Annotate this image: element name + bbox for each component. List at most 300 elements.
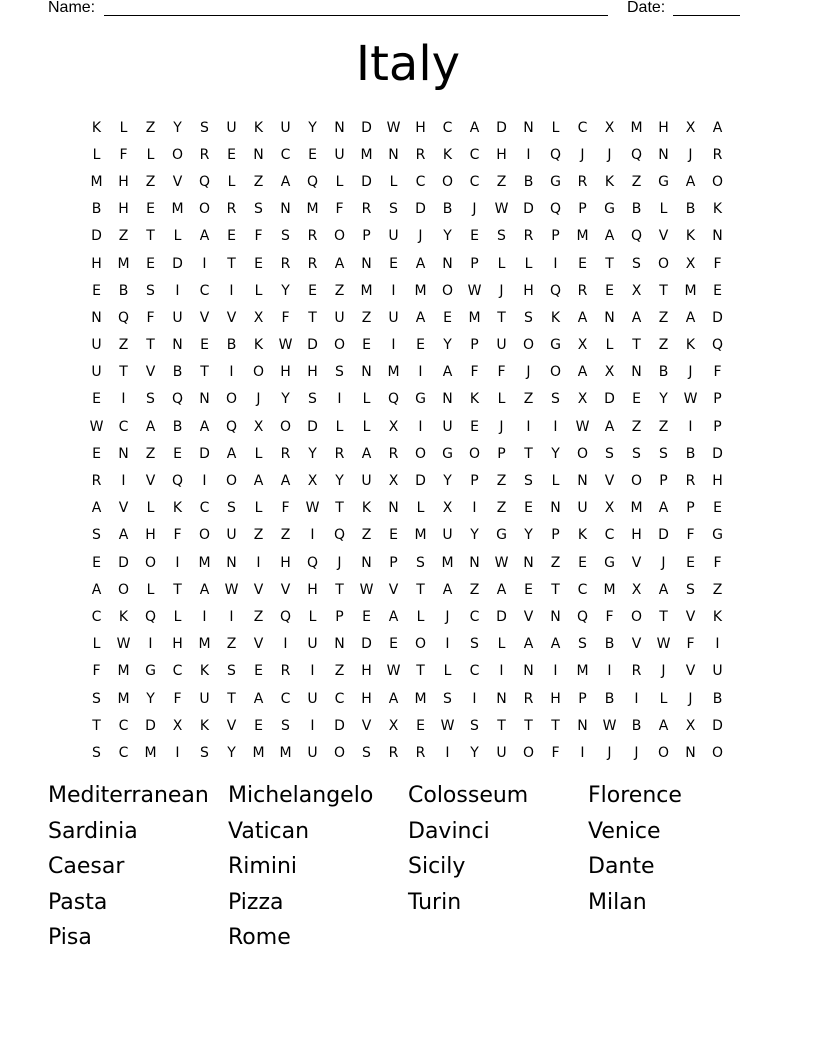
grid-letter[interactable]: D bbox=[145, 717, 156, 734]
grid-letter[interactable]: M bbox=[576, 228, 589, 245]
grid-letter[interactable]: E bbox=[308, 282, 317, 299]
grid-letter[interactable]: S bbox=[389, 201, 398, 218]
grid-letter[interactable]: E bbox=[146, 255, 155, 272]
grid-letter[interactable]: L bbox=[92, 636, 101, 653]
grid-letter[interactable]: Q bbox=[630, 228, 643, 245]
grid-letter[interactable]: M bbox=[441, 554, 454, 571]
grid-letter[interactable]: U bbox=[712, 663, 723, 680]
grid-letter[interactable]: G bbox=[712, 527, 723, 544]
grid-letter[interactable]: I bbox=[418, 364, 423, 381]
grid-letter[interactable]: U bbox=[388, 228, 399, 245]
grid-letter[interactable]: S bbox=[308, 391, 317, 408]
grid-letter[interactable]: S bbox=[551, 391, 560, 408]
grid-letter[interactable]: E bbox=[605, 282, 614, 299]
grid-letter[interactable]: Z bbox=[496, 473, 507, 490]
grid-letter[interactable]: E bbox=[92, 554, 101, 571]
grid-letter[interactable]: H bbox=[118, 173, 129, 190]
grid-letter[interactable]: X bbox=[604, 119, 615, 136]
grid-letter[interactable]: L bbox=[497, 636, 506, 653]
grid-letter[interactable]: E bbox=[524, 581, 533, 598]
grid-letter[interactable]: N bbox=[253, 146, 264, 163]
grid-letter[interactable]: C bbox=[469, 608, 480, 625]
grid-letter[interactable]: O bbox=[414, 445, 427, 462]
grid-letter[interactable]: U bbox=[280, 119, 291, 136]
grid-letter[interactable]: A bbox=[604, 418, 615, 435]
grid-letter[interactable]: I bbox=[310, 527, 315, 544]
grid-letter[interactable]: I bbox=[175, 282, 180, 299]
grid-letter[interactable]: M bbox=[90, 173, 103, 190]
grid-letter[interactable]: O bbox=[549, 364, 562, 381]
grid-letter[interactable]: F bbox=[605, 608, 614, 625]
grid-letter[interactable]: A bbox=[550, 636, 561, 653]
grid-letter[interactable]: U bbox=[199, 690, 210, 707]
grid-letter[interactable]: J bbox=[688, 146, 693, 163]
grid-letter[interactable]: M bbox=[306, 201, 319, 218]
grid-letter[interactable]: B bbox=[172, 418, 183, 435]
grid-letter[interactable]: D bbox=[361, 173, 372, 190]
grid-letter[interactable]: C bbox=[199, 282, 210, 299]
grid-letter[interactable]: X bbox=[388, 473, 399, 490]
grid-letter[interactable]: A bbox=[334, 255, 345, 272]
grid-letter[interactable]: A bbox=[118, 527, 129, 544]
grid-letter[interactable]: E bbox=[146, 201, 155, 218]
grid-letter[interactable]: S bbox=[146, 391, 155, 408]
grid-letter[interactable]: T bbox=[335, 500, 344, 517]
grid-letter[interactable]: M bbox=[144, 744, 157, 761]
grid-letter[interactable]: K bbox=[712, 201, 723, 218]
grid-letter[interactable]: D bbox=[307, 418, 318, 435]
grid-letter[interactable]: Q bbox=[279, 608, 292, 625]
grid-letter[interactable]: D bbox=[496, 608, 507, 625]
grid-letter[interactable]: A bbox=[199, 418, 210, 435]
grid-letter[interactable]: N bbox=[361, 364, 372, 381]
grid-letter[interactable]: Y bbox=[173, 119, 182, 136]
grid-letter[interactable]: D bbox=[415, 201, 426, 218]
grid-letter[interactable]: G bbox=[442, 445, 453, 462]
grid-letter[interactable]: L bbox=[362, 418, 371, 435]
grid-letter[interactable]: L bbox=[443, 663, 452, 680]
grid-letter[interactable]: A bbox=[415, 309, 426, 326]
grid-letter[interactable]: N bbox=[334, 119, 345, 136]
grid-letter[interactable]: N bbox=[388, 500, 399, 517]
grid-letter[interactable]: G bbox=[145, 663, 156, 680]
grid-letter[interactable]: U bbox=[307, 690, 318, 707]
grid-letter[interactable]: T bbox=[605, 255, 614, 272]
grid-letter[interactable]: W bbox=[116, 636, 131, 653]
grid-letter[interactable]: O bbox=[198, 201, 211, 218]
grid-letter[interactable]: Q bbox=[306, 554, 319, 571]
grid-letter[interactable]: V bbox=[685, 663, 696, 680]
grid-letter[interactable]: L bbox=[524, 255, 533, 272]
grid-letter[interactable]: M bbox=[198, 554, 211, 571]
grid-letter[interactable]: F bbox=[713, 364, 722, 381]
grid-letter[interactable]: U bbox=[91, 337, 102, 354]
grid-letter[interactable]: P bbox=[713, 418, 722, 435]
grid-letter[interactable]: K bbox=[199, 663, 210, 680]
grid-letter[interactable]: D bbox=[118, 554, 129, 571]
grid-letter[interactable]: R bbox=[199, 146, 210, 163]
grid-letter[interactable]: N bbox=[199, 391, 210, 408]
grid-letter[interactable]: L bbox=[659, 201, 668, 218]
grid-letter[interactable]: B bbox=[604, 690, 615, 707]
grid-letter[interactable]: K bbox=[91, 119, 102, 136]
grid-letter[interactable]: S bbox=[281, 717, 290, 734]
grid-letter[interactable]: Z bbox=[334, 663, 345, 680]
grid-letter[interactable]: A bbox=[523, 636, 534, 653]
grid-letter[interactable]: A bbox=[658, 717, 669, 734]
grid-letter[interactable]: A bbox=[442, 364, 453, 381]
grid-letter[interactable]: Y bbox=[443, 473, 452, 490]
grid-letter[interactable]: G bbox=[658, 173, 669, 190]
grid-letter[interactable]: S bbox=[578, 636, 587, 653]
grid-letter[interactable]: E bbox=[389, 255, 398, 272]
grid-letter[interactable]: I bbox=[553, 663, 558, 680]
grid-letter[interactable]: D bbox=[199, 445, 210, 462]
grid-letter[interactable]: O bbox=[144, 554, 157, 571]
grid-letter[interactable]: Z bbox=[145, 173, 156, 190]
grid-letter[interactable]: J bbox=[337, 554, 342, 571]
grid-letter[interactable]: W bbox=[305, 500, 320, 517]
grid-letter[interactable]: F bbox=[173, 527, 182, 544]
grid-letter[interactable]: N bbox=[577, 473, 588, 490]
grid-letter[interactable]: S bbox=[524, 473, 533, 490]
grid-letter[interactable]: L bbox=[335, 173, 344, 190]
grid-letter[interactable]: P bbox=[470, 337, 479, 354]
grid-letter[interactable]: I bbox=[310, 663, 315, 680]
grid-letter[interactable]: N bbox=[523, 554, 534, 571]
grid-letter[interactable]: D bbox=[415, 473, 426, 490]
grid-letter[interactable]: T bbox=[524, 717, 533, 734]
grid-letter[interactable]: V bbox=[253, 581, 264, 598]
grid-letter[interactable]: I bbox=[202, 608, 207, 625]
grid-letter[interactable]: I bbox=[283, 636, 288, 653]
grid-letter[interactable]: Z bbox=[118, 228, 129, 245]
grid-letter[interactable]: I bbox=[229, 282, 234, 299]
grid-letter[interactable]: W bbox=[386, 663, 401, 680]
grid-letter[interactable]: I bbox=[337, 391, 342, 408]
grid-letter[interactable]: Z bbox=[253, 608, 264, 625]
grid-letter[interactable]: A bbox=[145, 418, 156, 435]
grid-letter[interactable]: B bbox=[523, 173, 534, 190]
grid-letter[interactable]: M bbox=[360, 282, 373, 299]
grid-letter[interactable]: L bbox=[254, 500, 263, 517]
grid-letter[interactable]: R bbox=[577, 282, 588, 299]
grid-letter[interactable]: P bbox=[362, 228, 371, 245]
grid-letter[interactable]: G bbox=[550, 173, 561, 190]
grid-letter[interactable]: B bbox=[91, 201, 102, 218]
grid-letter[interactable]: O bbox=[117, 581, 130, 598]
grid-letter[interactable]: P bbox=[497, 445, 506, 462]
grid-letter[interactable]: S bbox=[92, 527, 101, 544]
grid-letter[interactable]: I bbox=[310, 717, 315, 734]
grid-letter[interactable]: Q bbox=[711, 337, 724, 354]
grid-letter[interactable]: W bbox=[467, 282, 482, 299]
grid-letter[interactable]: T bbox=[632, 337, 641, 354]
grid-letter[interactable]: Y bbox=[659, 391, 668, 408]
grid-letter[interactable]: O bbox=[333, 744, 346, 761]
grid-letter[interactable]: C bbox=[118, 744, 129, 761]
grid-letter[interactable]: M bbox=[117, 690, 130, 707]
grid-letter[interactable]: P bbox=[470, 473, 479, 490]
grid-letter[interactable]: Z bbox=[631, 418, 642, 435]
grid-letter[interactable]: I bbox=[121, 391, 126, 408]
grid-letter[interactable]: A bbox=[280, 173, 291, 190]
grid-letter[interactable]: A bbox=[631, 309, 642, 326]
grid-letter[interactable]: H bbox=[550, 690, 561, 707]
grid-letter[interactable]: S bbox=[362, 744, 371, 761]
grid-letter[interactable]: X bbox=[631, 581, 642, 598]
grid-letter[interactable]: R bbox=[523, 228, 534, 245]
grid-letter[interactable]: O bbox=[711, 173, 724, 190]
grid-letter[interactable]: C bbox=[604, 527, 615, 544]
grid-letter[interactable]: A bbox=[415, 255, 426, 272]
grid-letter[interactable]: Z bbox=[118, 337, 129, 354]
grid-letter[interactable]: T bbox=[416, 581, 425, 598]
grid-letter[interactable]: V bbox=[199, 309, 210, 326]
grid-letter[interactable]: K bbox=[199, 717, 210, 734]
grid-letter[interactable]: M bbox=[630, 119, 643, 136]
grid-letter[interactable]: M bbox=[603, 581, 616, 598]
grid-letter[interactable]: I bbox=[580, 744, 585, 761]
grid-letter[interactable]: X bbox=[604, 364, 615, 381]
grid-letter[interactable]: E bbox=[713, 500, 722, 517]
grid-letter[interactable]: E bbox=[686, 554, 695, 571]
grid-letter[interactable]: I bbox=[499, 663, 504, 680]
grid-letter[interactable]: I bbox=[526, 146, 531, 163]
grid-letter[interactable]: G bbox=[604, 554, 615, 571]
grid-letter[interactable]: U bbox=[577, 500, 588, 517]
grid-letter[interactable]: I bbox=[526, 418, 531, 435]
grid-letter[interactable]: P bbox=[335, 608, 344, 625]
grid-letter[interactable]: Z bbox=[658, 309, 669, 326]
grid-letter[interactable]: E bbox=[254, 717, 263, 734]
grid-letter[interactable]: U bbox=[307, 636, 318, 653]
grid-letter[interactable]: X bbox=[685, 119, 696, 136]
grid-letter[interactable]: D bbox=[307, 337, 318, 354]
grid-letter[interactable]: D bbox=[658, 527, 669, 544]
grid-letter[interactable]: T bbox=[551, 717, 560, 734]
grid-letter[interactable]: A bbox=[199, 581, 210, 598]
grid-letter[interactable]: B bbox=[631, 201, 642, 218]
grid-letter[interactable]: J bbox=[499, 418, 504, 435]
grid-letter[interactable]: W bbox=[440, 717, 455, 734]
grid-letter[interactable]: E bbox=[632, 391, 641, 408]
grid-letter[interactable]: Z bbox=[253, 173, 264, 190]
grid-letter[interactable]: A bbox=[280, 473, 291, 490]
grid-letter[interactable]: M bbox=[171, 201, 184, 218]
grid-letter[interactable]: E bbox=[92, 391, 101, 408]
grid-letter[interactable]: K bbox=[685, 228, 696, 245]
grid-letter[interactable]: H bbox=[145, 527, 156, 544]
grid-letter[interactable]: K bbox=[253, 337, 264, 354]
grid-letter[interactable]: B bbox=[631, 717, 642, 734]
grid-letter[interactable]: L bbox=[335, 418, 344, 435]
grid-letter[interactable]: T bbox=[146, 337, 155, 354]
grid-letter[interactable]: E bbox=[389, 636, 398, 653]
grid-letter[interactable]: K bbox=[361, 500, 372, 517]
name-blank-line[interactable] bbox=[104, 15, 608, 16]
grid-letter[interactable]: M bbox=[117, 255, 130, 272]
grid-letter[interactable]: V bbox=[388, 581, 399, 598]
grid-letter[interactable]: K bbox=[172, 500, 183, 517]
grid-letter[interactable]: Q bbox=[171, 391, 184, 408]
grid-letter[interactable]: Z bbox=[658, 337, 669, 354]
grid-letter[interactable]: D bbox=[712, 717, 723, 734]
grid-letter[interactable]: Y bbox=[470, 527, 479, 544]
grid-letter[interactable]: O bbox=[198, 527, 211, 544]
grid-letter[interactable]: E bbox=[362, 337, 371, 354]
grid-letter[interactable]: R bbox=[712, 146, 723, 163]
grid-letter[interactable]: E bbox=[416, 337, 425, 354]
grid-letter[interactable]: C bbox=[469, 173, 480, 190]
grid-letter[interactable]: J bbox=[256, 391, 261, 408]
grid-letter[interactable]: E bbox=[92, 445, 101, 462]
grid-letter[interactable]: O bbox=[225, 473, 238, 490]
grid-letter[interactable]: N bbox=[334, 636, 345, 653]
grid-letter[interactable]: H bbox=[307, 364, 318, 381]
grid-letter[interactable]: E bbox=[713, 282, 722, 299]
grid-letter[interactable]: J bbox=[607, 744, 612, 761]
grid-letter[interactable]: V bbox=[145, 364, 156, 381]
grid-letter[interactable]: X bbox=[442, 500, 453, 517]
grid-letter[interactable]: E bbox=[470, 228, 479, 245]
grid-letter[interactable]: J bbox=[445, 608, 450, 625]
grid-letter[interactable]: F bbox=[686, 636, 695, 653]
grid-letter[interactable]: N bbox=[712, 228, 723, 245]
grid-letter[interactable]: R bbox=[388, 445, 399, 462]
grid-letter[interactable]: F bbox=[173, 690, 182, 707]
grid-letter[interactable]: T bbox=[200, 364, 209, 381]
grid-letter[interactable]: I bbox=[634, 690, 639, 707]
grid-letter[interactable]: J bbox=[499, 282, 504, 299]
grid-letter[interactable]: L bbox=[254, 282, 263, 299]
grid-letter[interactable]: O bbox=[711, 744, 724, 761]
grid-letter[interactable]: O bbox=[576, 445, 589, 462]
grid-letter[interactable]: L bbox=[173, 228, 182, 245]
grid-letter[interactable]: V bbox=[631, 636, 642, 653]
grid-letter[interactable]: M bbox=[252, 744, 265, 761]
grid-letter[interactable]: J bbox=[661, 554, 666, 571]
grid-letter[interactable]: Z bbox=[712, 581, 723, 598]
grid-letter[interactable]: S bbox=[470, 717, 479, 734]
grid-letter[interactable]: Z bbox=[334, 282, 345, 299]
grid-letter[interactable]: L bbox=[146, 500, 155, 517]
grid-letter[interactable]: R bbox=[91, 473, 102, 490]
grid-letter[interactable]: T bbox=[497, 309, 506, 326]
grid-letter[interactable]: K bbox=[469, 391, 480, 408]
grid-letter[interactable]: B bbox=[712, 690, 723, 707]
grid-letter[interactable]: I bbox=[445, 744, 450, 761]
grid-letter[interactable]: S bbox=[146, 282, 155, 299]
grid-letter[interactable]: L bbox=[254, 445, 263, 462]
grid-letter[interactable]: A bbox=[496, 581, 507, 598]
grid-letter[interactable]: Y bbox=[146, 690, 155, 707]
grid-letter[interactable]: T bbox=[551, 581, 560, 598]
grid-letter[interactable]: I bbox=[472, 500, 477, 517]
grid-letter[interactable]: F bbox=[713, 255, 722, 272]
grid-letter[interactable]: C bbox=[280, 146, 291, 163]
grid-letter[interactable]: X bbox=[685, 717, 696, 734]
grid-letter[interactable]: W bbox=[359, 581, 374, 598]
grid-letter[interactable]: Q bbox=[306, 173, 319, 190]
grid-letter[interactable]: H bbox=[280, 554, 291, 571]
grid-letter[interactable]: U bbox=[361, 473, 372, 490]
grid-letter[interactable]: L bbox=[605, 337, 614, 354]
grid-letter[interactable]: A bbox=[469, 119, 480, 136]
grid-letter[interactable]: T bbox=[92, 717, 101, 734]
grid-letter[interactable]: I bbox=[175, 554, 180, 571]
grid-letter[interactable]: Z bbox=[496, 500, 507, 517]
grid-letter[interactable]: X bbox=[253, 309, 264, 326]
grid-letter[interactable]: E bbox=[578, 554, 587, 571]
grid-letter[interactable]: R bbox=[388, 744, 399, 761]
grid-letter[interactable]: P bbox=[551, 527, 560, 544]
grid-letter[interactable]: L bbox=[227, 173, 236, 190]
grid-letter[interactable]: C bbox=[577, 581, 588, 598]
grid-letter[interactable]: A bbox=[226, 445, 237, 462]
grid-letter[interactable]: O bbox=[414, 636, 427, 653]
grid-letter[interactable]: V bbox=[226, 309, 237, 326]
grid-letter[interactable]: N bbox=[604, 309, 615, 326]
grid-letter[interactable]: C bbox=[334, 690, 345, 707]
grid-letter[interactable]: N bbox=[469, 554, 480, 571]
grid-letter[interactable]: O bbox=[441, 282, 454, 299]
grid-letter[interactable]: W bbox=[656, 636, 671, 653]
grid-letter[interactable]: T bbox=[416, 663, 425, 680]
grid-letter[interactable]: P bbox=[470, 255, 479, 272]
grid-letter[interactable]: V bbox=[631, 554, 642, 571]
grid-letter[interactable]: V bbox=[172, 173, 183, 190]
grid-letter[interactable]: M bbox=[414, 527, 427, 544]
grid-letter[interactable]: R bbox=[280, 255, 291, 272]
grid-letter[interactable]: G bbox=[496, 527, 507, 544]
grid-letter[interactable]: Z bbox=[550, 554, 561, 571]
grid-letter[interactable]: D bbox=[334, 717, 345, 734]
grid-letter[interactable]: S bbox=[200, 744, 209, 761]
grid-letter[interactable]: Z bbox=[145, 445, 156, 462]
date-blank-line[interactable] bbox=[673, 15, 740, 16]
grid-letter[interactable]: E bbox=[470, 418, 479, 435]
grid-letter[interactable]: Q bbox=[117, 309, 130, 326]
grid-letter[interactable]: E bbox=[362, 608, 371, 625]
grid-letter[interactable]: B bbox=[442, 201, 453, 218]
grid-letter[interactable]: U bbox=[226, 527, 237, 544]
grid-letter[interactable]: W bbox=[494, 201, 509, 218]
grid-letter[interactable]: Y bbox=[227, 744, 236, 761]
grid-letter[interactable]: X bbox=[577, 337, 588, 354]
grid-letter[interactable]: N bbox=[118, 445, 129, 462]
grid-letter[interactable]: M bbox=[684, 282, 697, 299]
grid-letter[interactable]: J bbox=[688, 690, 693, 707]
grid-letter[interactable]: V bbox=[685, 608, 696, 625]
grid-letter[interactable]: R bbox=[361, 201, 372, 218]
grid-letter[interactable]: E bbox=[173, 445, 182, 462]
grid-letter[interactable]: C bbox=[415, 173, 426, 190]
grid-letter[interactable]: M bbox=[360, 146, 373, 163]
grid-letter[interactable]: A bbox=[388, 690, 399, 707]
grid-letter[interactable]: U bbox=[442, 418, 453, 435]
grid-letter[interactable]: H bbox=[496, 146, 507, 163]
grid-letter[interactable]: K bbox=[685, 337, 696, 354]
grid-letter[interactable]: F bbox=[470, 364, 479, 381]
grid-letter[interactable]: Z bbox=[226, 636, 237, 653]
grid-letter[interactable]: Y bbox=[281, 391, 290, 408]
grid-letter[interactable]: V bbox=[361, 717, 372, 734]
grid-letter[interactable]: N bbox=[361, 255, 372, 272]
grid-letter[interactable]: D bbox=[604, 391, 615, 408]
grid-letter[interactable]: U bbox=[496, 744, 507, 761]
grid-letter[interactable]: I bbox=[553, 255, 558, 272]
